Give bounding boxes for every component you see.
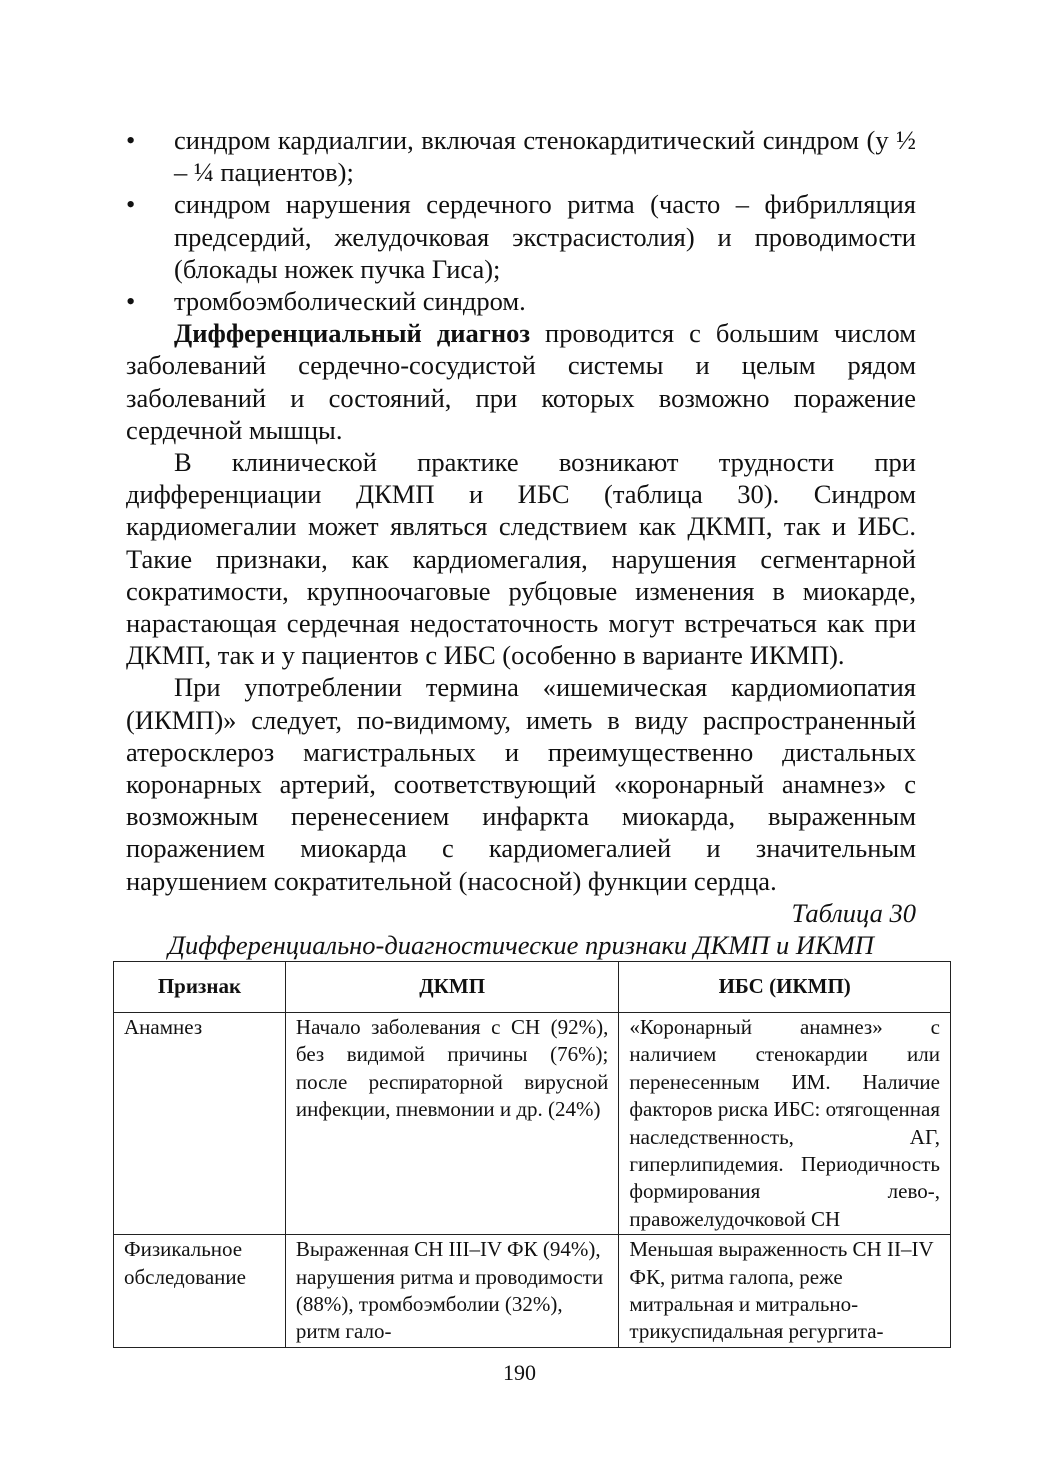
- table-title: Дифференциально-диагностические признаки ДКМП и ИКМП: [168, 930, 874, 961]
- page-number: 190: [503, 1360, 536, 1385]
- paragraph-differential: [126, 317, 916, 446]
- column-header-dkmp: ДКМП: [285, 962, 618, 1013]
- table-header-row: [114, 962, 951, 1013]
- column-header-ibs: ИБС (ИКМП): [619, 962, 951, 1013]
- paragraph-clinical: В клинической практике возникают трудности при дифференциации ДКМП и ИБС (таблица 30). Синдром кардиомегалии может являться следствием как ДКМП, так и ИБС. Такие признаки, как кардиомегалия, нарушения сегментарной сократимости, крупноочаговые рубцовые изменения в миокарде, нарастающая сердечная недостаточность могут встречаться как при ДКМП, так и у пациентов с ИБС (особенно в варианте ИКМП).: [126, 447, 916, 671]
- bullet-icon: •: [126, 286, 136, 317]
- column-header-feature: Признак: [114, 962, 286, 1013]
- bold-term: Дифференциальный диагноз: [174, 318, 530, 349]
- cell-dkmp: Выраженная СН III–IV ФК (94%), нарушения ритма и проводимости (88%), тромбоэмболии (32%), ритм гало-: [285, 1235, 618, 1348]
- paragraph-text: проводится с большим числом заболеваний сердечно-сосудистой системы и целым рядом заболеваний и состояний, при которых возможно поражение сердечной мышцы.: [126, 318, 916, 445]
- body-text: [126, 124, 916, 961]
- list-item: [126, 124, 916, 188]
- cell-ibs: «Коронарный анамнез» с наличием стенокардии или перенесенным ИМ. Наличие факторов риска ИБС: отягощенная наследственность, АГ, гиперлипидемия. Периодичность формирования лево-, правожелудочковой СН: [619, 1013, 951, 1235]
- list-item-text: синдром кардиалгии, включая стенокардитический синдром (у ½ – ¼ пациентов);: [174, 125, 916, 188]
- list-item: [126, 285, 916, 317]
- table-row: [114, 1013, 951, 1235]
- table-label: Таблица 30: [791, 897, 916, 928]
- cell-feature: Анамнез: [114, 1013, 286, 1235]
- list-item-text: синдром нарушения сердечного ритма (часто – фибрилляция предсердий, желудочковая экстрасистолия) и проводимости (блокады ножек пучка Гиса);: [174, 189, 916, 284]
- diagnostic-table: [113, 961, 951, 1348]
- list-item-text: тромбоэмболический синдром.: [174, 286, 526, 317]
- cell-feature: Физикальное обследование: [114, 1235, 286, 1348]
- list-item: [126, 188, 916, 285]
- cell-ibs: Меньшая выраженность СН II–IV ФК, ритма галопа, реже митральная и митрально-трикуспидальная регургита-: [619, 1235, 951, 1348]
- table-row: [114, 1235, 951, 1348]
- cell-dkmp: Начало заболевания с СН (92%), без видимой причины (76%); после респираторной вирусной инфекции, пневмонии и др. (24%): [285, 1013, 618, 1235]
- bullet-icon: •: [126, 189, 136, 220]
- paragraph-term: При употреблении термина «ишемическая кардиомиопатия (ИКМП)» следует, по-видимому, иметь в виду распространенный атеросклероз магистральных и преимущественно дистальных коронарных артерий, соответствующий «коронарный анамнез» с возможным перенесением инфаркта миокарда, выраженным поражением миокарда с кардиомегалией и значительным нарушением сократительной (насосной) функции сердца.: [126, 672, 916, 896]
- bullet-icon: •: [126, 125, 136, 155]
- symptom-list: [126, 124, 916, 317]
